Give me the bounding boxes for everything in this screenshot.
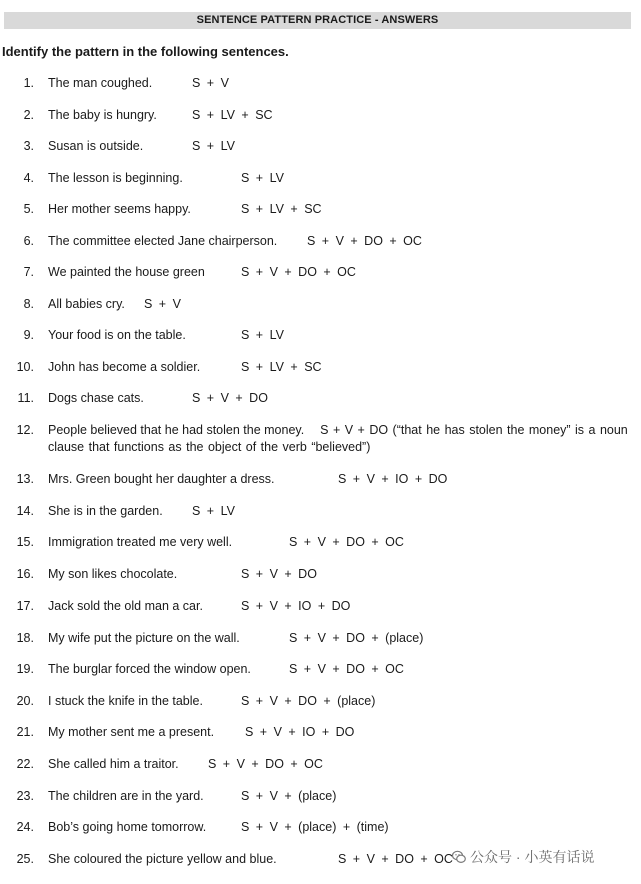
item-pattern: S + V + DO + (place)	[289, 631, 424, 645]
item-sentence: The committee elected Jane chairperson.	[48, 234, 278, 248]
item-pattern: S + V + DO + OC	[241, 265, 356, 279]
instruction-text: Identify the pattern in the following sentences.	[2, 44, 289, 59]
item-pattern: S + V + DO + OC	[307, 234, 422, 248]
item-sentence: Her mother seems happy.	[48, 202, 191, 216]
item-number: 12.	[16, 423, 34, 437]
wechat-icon	[452, 850, 466, 864]
item-sentence: We painted the house green	[48, 265, 205, 279]
item-number: 10.	[16, 360, 34, 374]
item-pattern: S + V + (place)	[241, 789, 337, 803]
item-pattern: S + V + DO	[241, 567, 317, 581]
item-pattern: S + V + DO + OC	[289, 662, 404, 676]
item-sentence: Dogs chase cats.	[48, 391, 144, 405]
item-sentence: She coloured the picture yellow and blue.	[48, 852, 277, 866]
item-sentence: The baby is hungry.	[48, 108, 157, 122]
item-sentence: The children are in the yard.	[48, 789, 204, 803]
item-number: 24.	[16, 820, 34, 834]
item-number: 6.	[23, 234, 34, 248]
item-number: 16.	[16, 567, 34, 581]
item-number: 19.	[16, 662, 34, 676]
item-sentence: People believed that he had stolen the money.	[48, 423, 305, 437]
item-sentence: The burglar forced the window open.	[48, 662, 251, 676]
item-pattern: S + LV + SC	[241, 360, 322, 374]
item-number: 4.	[23, 171, 34, 185]
item-pattern: S + V + DO (“that he has stolen the money” is a noun clause that functions as the object of the verb “believed”)	[48, 423, 628, 454]
item-pattern: S + LV + SC	[192, 108, 273, 122]
item-number: 14.	[16, 504, 34, 518]
watermark-text: 公众号 · 小英有话说	[470, 849, 595, 865]
item-pattern: S + LV	[241, 171, 284, 185]
item-pattern: S + LV	[241, 328, 284, 342]
item-pattern: S + V	[144, 297, 181, 311]
item-number: 21.	[16, 725, 34, 739]
item-number: 20.	[16, 694, 34, 708]
item-number: 7.	[23, 265, 34, 279]
item-sentence: Mrs. Green bought her daughter a dress.	[48, 472, 275, 486]
item-sentence: She called him a traitor.	[48, 757, 179, 771]
item-number: 9.	[23, 328, 34, 342]
item-sentence: The lesson is beginning.	[48, 171, 183, 185]
item-number: 8.	[23, 297, 34, 311]
item-pattern: S + V + DO + OC	[208, 757, 323, 771]
item-pattern: S + V + IO + DO	[245, 725, 355, 739]
item-number: 11.	[17, 391, 34, 405]
item-pattern: S + LV	[192, 139, 235, 153]
item-sentence: Immigration treated me very well.	[48, 535, 233, 549]
item-sentence: The man coughed.	[48, 76, 153, 90]
item-pattern: S + V + DO + OC	[338, 852, 453, 866]
item-pattern: S + V + DO + (place)	[241, 694, 376, 708]
item-number: 5.	[23, 202, 34, 216]
page-title: SENTENCE PATTERN PRACTICE - ANSWERS	[4, 12, 631, 29]
item-number: 15.	[16, 535, 34, 549]
item-number: 1.	[23, 76, 34, 90]
item-sentence: John has become a soldier.	[48, 360, 201, 374]
item-sentence: She is in the garden.	[48, 504, 163, 518]
item-sentence: I stuck the knife in the table.	[48, 694, 203, 708]
item-sentence: Bob’s going home tomorrow.	[48, 820, 207, 834]
item-number: 2.	[23, 108, 34, 122]
item-number: 17.	[16, 599, 34, 613]
item-sentence: My son likes chocolate.	[48, 567, 178, 581]
item-number: 3.	[23, 139, 34, 153]
item-pattern: S + V + DO	[192, 391, 268, 405]
item-pattern: S + V + (place) + (time)	[241, 820, 389, 834]
item-pattern: S + V + IO + DO	[338, 472, 448, 486]
item-pattern: S + LV + SC	[241, 202, 322, 216]
item-number: 22.	[16, 757, 34, 771]
item-sentence: Jack sold the old man a car.	[48, 599, 203, 613]
item-sentence: Your food is on the table.	[48, 328, 186, 342]
item-pattern: S + V	[192, 76, 229, 90]
item-pattern-full	[48, 422, 628, 456]
item-number: 25.	[16, 852, 34, 866]
item-sentence: My mother sent me a present.	[48, 725, 215, 739]
item-pattern: S + LV	[192, 504, 235, 518]
item-number: 13.	[16, 472, 34, 486]
item-sentence: Susan is outside.	[48, 139, 144, 153]
item-pattern: S + V + DO + OC	[289, 535, 404, 549]
item-pattern: S + V + IO + DO	[241, 599, 351, 613]
item-number: 23.	[16, 789, 34, 803]
item-sentence: My wife put the picture on the wall.	[48, 631, 240, 645]
item-number: 18.	[16, 631, 34, 645]
item-sentence: All babies cry.	[48, 297, 125, 311]
watermark	[452, 848, 594, 866]
